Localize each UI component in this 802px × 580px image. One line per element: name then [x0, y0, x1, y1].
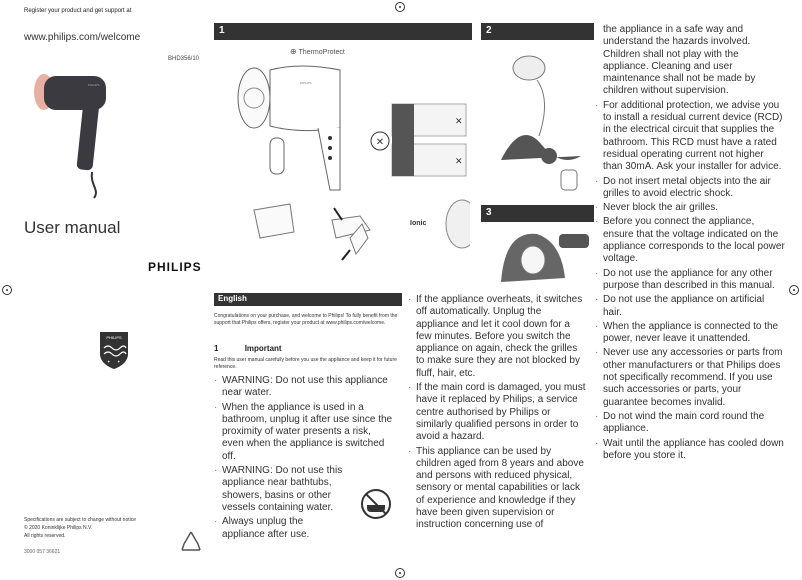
dryer-label: PHILIPS	[300, 81, 312, 85]
warning-item: · Never block the air grilles.	[595, 202, 785, 214]
copyright: © 2020 Koninklijke Philips N.V.	[24, 525, 93, 531]
registration-mark-bottom	[395, 568, 405, 578]
language-heading: English	[214, 293, 402, 306]
svg-text:✦: ✦	[117, 359, 121, 364]
philips-wordmark: PHILIPS	[148, 260, 202, 274]
warning-item: · If the main cord is damaged, you must have it replaced by Philips, a service centre authorised by Philips or similarly qualified persons in order to avoid a hazard.	[408, 382, 586, 443]
section-title: Important	[244, 344, 282, 353]
warnings-column-2	[408, 294, 586, 534]
concentrator-diagram	[250, 198, 390, 278]
section-heading	[214, 344, 306, 353]
warning-item: · When the appliance is used in a bathroom, unplug it after use since the proximity of water presents a risk, even when the appliance is switched off.	[214, 402, 394, 463]
continued-paragraph: the appliance in a safe way and understand the hazards involved. Children shall not play with the appliance. Cleaning and user maintenance shall not be made by children without supervision.	[603, 24, 756, 97]
register-text: Register your product and get support at	[24, 8, 132, 14]
registration-mark-right	[789, 285, 799, 295]
panel-3-badge: 3	[481, 205, 499, 222]
spec-note: Specifications are subject to change without notice	[24, 517, 137, 523]
warning-item: · WARNING: Do not use this appliance near water.	[214, 375, 394, 400]
thermometer-icon: ⊕	[290, 47, 297, 56]
warning-item: · Do not use the appliance on artificial hair.	[595, 294, 785, 319]
thermoprotect-label: ⊕ ThermoProtect	[290, 47, 345, 56]
panel-2-bar	[499, 23, 594, 40]
warning-item: · If the appliance overheats, it switches off automatically. Unplug the appliance and let it cool down for a few minutes. Before you switch the appliance on again, check the grilles to make sure they are not blocked by fluff, hair, etc.	[408, 294, 586, 380]
read-note: Read this user manual carefully before you use the appliance and keep it for future reference.	[214, 357, 397, 370]
warning-item: · Before you connect the appliance, ensure that the voltage indicated on the appliance corresponds to the local power voltage.	[595, 216, 785, 265]
shield-brand: PHILIPS	[106, 335, 122, 340]
ionic-label: Ionic	[410, 220, 427, 227]
dryer-diagram	[230, 58, 470, 198]
warnings-column-3	[595, 24, 785, 464]
warning-item: · WARNING: Do not use this appliance near bathtubs, showers, basins or other vessels containing water.	[214, 465, 394, 514]
panel-3-bar	[499, 205, 594, 222]
ionic-illustration	[440, 196, 470, 256]
warning-item: · Do not insert metal objects into the air grilles to avoid electric shock.	[595, 176, 785, 201]
panel-1-bar	[232, 23, 472, 40]
philips-shield-logo	[98, 330, 130, 370]
registration-mark-top	[395, 2, 405, 12]
manual-title: User manual	[24, 218, 121, 237]
panel-2-badge: 2	[481, 23, 499, 40]
warning-item: · Do not use the appliance for any other purpose than described in this manual.	[595, 268, 785, 293]
woman-ionic-illustration	[481, 222, 595, 288]
svg-text:✦: ✦	[107, 359, 111, 364]
no-bathtub-icon	[360, 488, 392, 520]
svg-text:✕: ✕	[375, 137, 385, 148]
svg-text:PHILIPS: PHILIPS	[88, 83, 100, 87]
woman-drying-hair-illustration	[481, 40, 595, 200]
registration-mark-left	[2, 285, 12, 295]
intro-paragraph: Congratulations on your purchase, and welcome to Philips! To fully benefit from the support that Philips offers, register your product at www.philips.com/welcome.	[214, 313, 398, 326]
warning-item: · Never use any accessories or parts from other manufacturers or that Philips does not specifically recommend. If you use such accessories or parts, your guarantee becomes invalid.	[595, 347, 785, 408]
doc-number: 3000 057 36621	[24, 549, 61, 555]
warning-item: · Wait until the appliance has cooled down before you store it.	[595, 438, 785, 463]
section-number: 1	[214, 344, 219, 353]
welcome-link[interactable]: www.philips.com/welcome	[24, 32, 141, 43]
warning-item: · For additional protection, we advise you to install a residual current device (RCD) in the electrical circuit that supplies the bathroom. This RCD must have a rated residual operating current not higher than 30mA. Ask your installer for advice.	[595, 100, 785, 174]
model-number: BHD356/10	[168, 56, 200, 62]
hair-dryer-illustration	[30, 50, 130, 200]
warning-item: · Do not wind the main cord round the appliance.	[595, 411, 785, 436]
svg-text:✕: ✕	[455, 156, 463, 166]
svg-text:✕: ✕	[455, 116, 463, 126]
warning-item: · This appliance can be used by children aged from 8 years and above and persons with reduced physical, sensory or mental capabilities or lack of experience and knowledge if they have been given supervision or instruction concerning use of	[408, 446, 586, 532]
warning-item: · When the appliance is connected to the power, never leave it unattended.	[595, 321, 785, 346]
recycle-icon	[178, 530, 204, 554]
warning-item: · Always unplug the appliance after use.	[214, 516, 394, 541]
all-rights: All rights reserved.	[24, 533, 66, 539]
panel-1-badge: 1	[214, 23, 232, 40]
